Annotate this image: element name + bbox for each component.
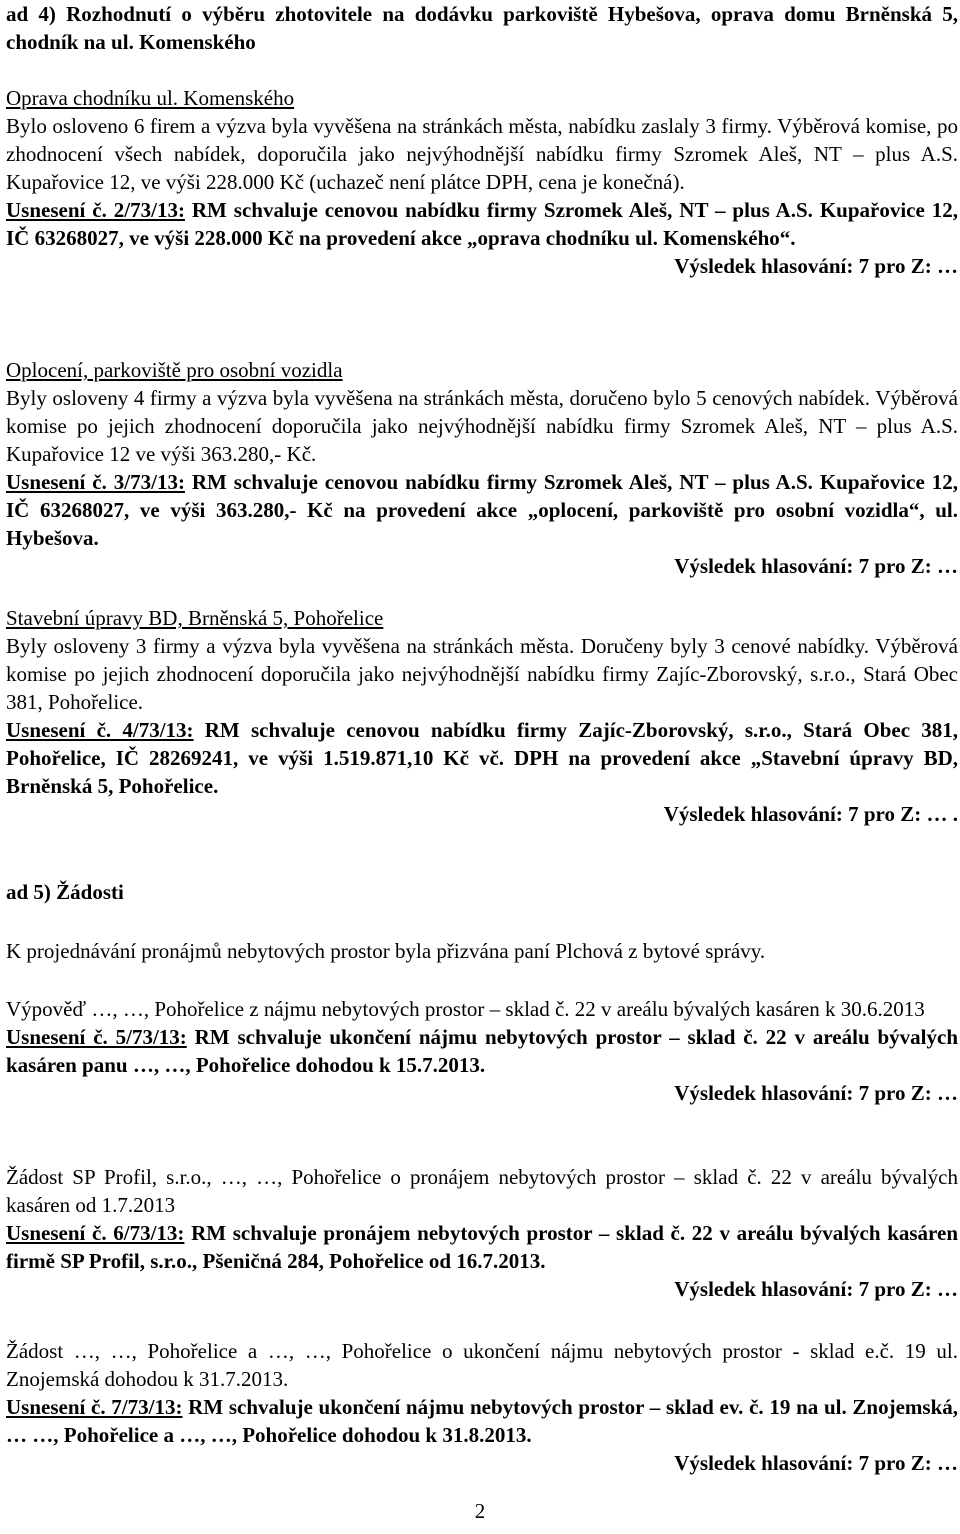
- vote-result: Výsledek hlasování: 7 pro Z: …: [674, 1081, 958, 1105]
- item-zadost-ukonceni: [6, 1337, 958, 1477]
- resolution-label: Usnesení č. 2/73/13:: [6, 198, 185, 222]
- resolution-text: RM schvaluje ukončení nájmu nebytových prostor – sklad ev. č. 19 na ul. Znojemská, … …, Pohořelice a …, …, Pohořelice dohodou k 31.8.2013.: [6, 1395, 958, 1447]
- resolution-text: RM schvaluje cenovou nabídku firmy Szromek Aleš, NT – plus A.S. Kupařovice 12, IČ 63268027, ve výši 363.280,- Kč na provedení akce „oplocení, parkoviště pro osobní vozidla“, ul. Hybešova.: [6, 470, 959, 550]
- item-oprava-chodniku: [6, 84, 958, 280]
- resolution-text: RM schvaluje pronájem nebytových prostor – sklad č. 22 v areálu bývalých kasáren firmě SP Profil, s.r.o., Pšeničná 284, Pohořelice od 16.7.2013.: [6, 1221, 959, 1273]
- item-zadost-sp-profil: [6, 1163, 958, 1303]
- vote-result: Výsledek hlasování: 7 pro Z: … .: [663, 802, 958, 826]
- vote-result: Výsledek hlasování: 7 pro Z: …: [674, 254, 958, 278]
- resolution: [6, 1023, 958, 1079]
- vote-result: Výsledek hlasování: 7 pro Z: …: [674, 1277, 958, 1301]
- heading-text: ad 4) Rozhodnutí o výběru zhotovitele na dodávku parkoviště Hybešova, oprava domu Brněnská 5, chodník na ul. Komenského: [6, 2, 958, 54]
- item-text: Bylo osloveno 6 firem a výzva byla vyvěšena na stránkách města, nabídku zaslaly 3 firmy. Výběrová komise, po zhodnocení všech nabídek, doporučila jako nejvýhodnější nabídku firmy Szromek Aleš, NT – plus A.S. Kupařovice 12, ve výši 228.000 Kč (uchazeč není plátce DPH, cena je konečná).: [6, 114, 958, 194]
- resolution-label: Usnesení č. 5/73/13:: [6, 1025, 187, 1049]
- item-title: Stavební úpravy BD, Brněnská 5, Pohořelice: [6, 606, 384, 630]
- item-text: Výpověď …, …, Pohořelice z nájmu nebytových prostor – sklad č. 22 v areálu bývalých kasáren k 30.6.2013: [6, 997, 925, 1021]
- resolution: [6, 196, 958, 252]
- section-heading-ad4: [6, 0, 958, 56]
- resolution: [6, 468, 958, 552]
- resolution-label: Usnesení č. 3/73/13:: [6, 470, 185, 494]
- resolution: [6, 1393, 958, 1449]
- item-oploceni: [6, 356, 958, 580]
- section-intro: [6, 937, 958, 965]
- resolution-label: Usnesení č. 6/73/13:: [6, 1221, 185, 1245]
- item-title: Oplocení, parkoviště pro osobní vozidla: [6, 358, 343, 382]
- resolution: [6, 1219, 958, 1275]
- intro-text: K projednávání pronájmů nebytových prostor byla přizvána paní Plchová z bytové správy.: [6, 939, 766, 963]
- vote-result: Výsledek hlasování: 7 pro Z: …: [674, 554, 958, 578]
- item-title: Oprava chodníku ul. Komenského: [6, 86, 295, 110]
- item-text: Žádost …, …, Pohořelice a …, …, Pohořelice o ukončení nájmu nebytových prostor - sklad e.č. 19 ul. Znojemská dohodou k 31.7.2013.: [6, 1339, 958, 1391]
- item-vypoved: [6, 995, 958, 1107]
- item-text: Byly osloveny 4 firmy a výzva byla vyvěšena na stránkách města, doručeno bylo 5 cenových nabídek. Výběrová komise po jejich zhodnocení doporučila jako nejvýhodnější nabídku firmy Szromek Aleš, NT – plus A.S. Kupařovice 12 ve výši 363.280,- Kč.: [6, 386, 958, 466]
- resolution: [6, 716, 958, 800]
- resolution-text: RM schvaluje cenovou nabídku firmy Zajíc-Zborovský, s.r.o., Stará Obec 381, Pohořelice, IČ 28269241, ve výši 1.519.871,10 Kč vč. DPH na provedení akce „Stavební úpravy BD, Brněnská 5, Pohořelice.: [6, 718, 958, 798]
- resolution-text: RM schvaluje cenovou nabídku firmy Szromek Aleš, NT – plus A.S. Kupařovice 12, IČ 63268027, ve výši 228.000 Kč na provedení akce „oprava chodníku ul. Komenského“.: [6, 198, 959, 250]
- section-heading-ad5: [6, 878, 958, 906]
- item-text: Byly osloveny 3 firmy a výzva byla vyvěšena na stránkách města. Doručeny byly 3 cenové nabídky. Výběrová komise po jejich zhodnocení doporučila jako nejvýhodnější nabídku firmy Zajíc-Zborovský, s.r.o., Stará Obec 381, Pohořelice.: [6, 634, 958, 714]
- resolution-text: RM schvaluje ukončení nájmu nebytových prostor – sklad č. 22 v areálu bývalých kasáren panu …, …, Pohořelice dohodou k 15.7.2013.: [6, 1025, 958, 1077]
- resolution-label: Usnesení č. 4/73/13:: [6, 718, 194, 742]
- heading-text: ad 5) Žádosti: [6, 880, 124, 904]
- resolution-label: Usnesení č. 7/73/13:: [6, 1395, 183, 1419]
- item-text: Žádost SP Profil, s.r.o., …, …, Pohořelice o pronájem nebytových prostor – sklad č. 22 v areálu bývalých kasáren od 1.7.2013: [6, 1165, 958, 1217]
- vote-result: Výsledek hlasování: 7 pro Z: …: [674, 1451, 958, 1475]
- page-number: 2: [474, 1499, 486, 1523]
- item-stavebni-upravy: [6, 604, 958, 828]
